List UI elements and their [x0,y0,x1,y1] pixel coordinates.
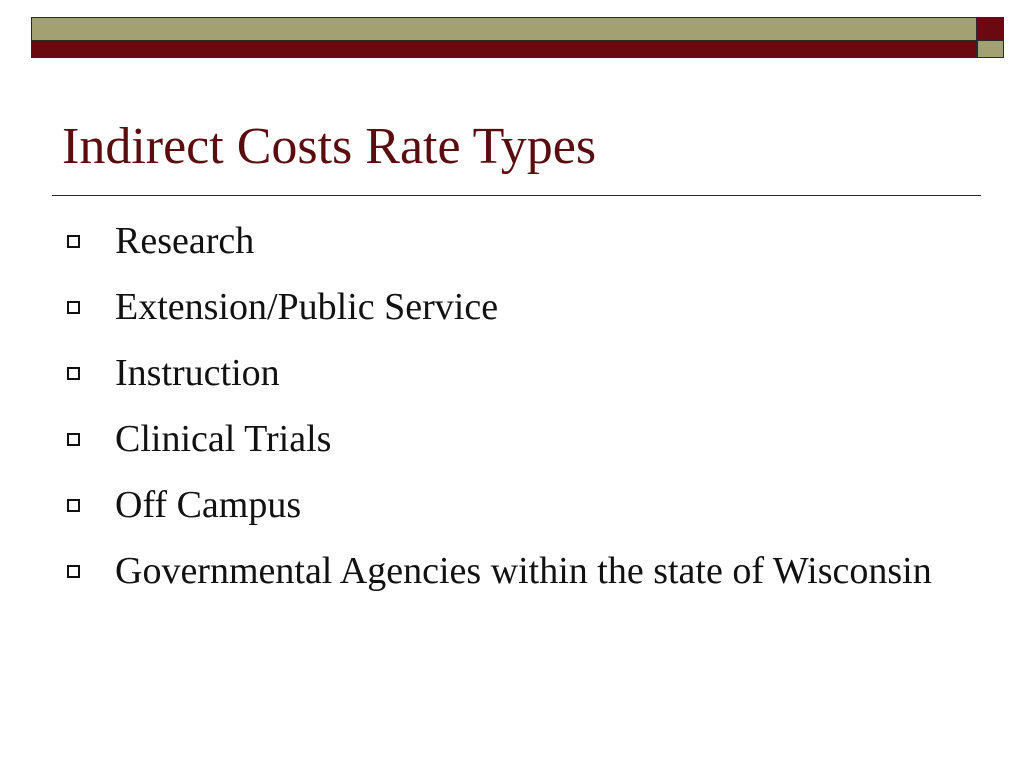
hollow-square-bullet-icon [67,235,80,248]
bullet-text: Extension/Public Service [115,286,499,328]
hollow-square-bullet-icon [67,565,80,578]
title-divider [52,195,981,196]
hollow-square-bullet-icon [67,433,80,446]
bullet-text: Governmental Agencies within the state of Wisconsin [115,550,932,592]
bullet-list [62,216,942,612]
banner-olive-stripe [31,17,977,41]
banner-corner-olive-block [977,40,1004,58]
banner-maroon-stripe [31,40,977,58]
bullet-item-clinical-trials [62,414,942,464]
bullet-item-extension-public-service [62,282,942,332]
hollow-square-bullet-icon [67,301,80,314]
hollow-square-bullet-icon [67,499,80,512]
bullet-item-off-campus [62,480,942,530]
banner-corner-maroon-block [977,17,1004,41]
bullet-item-governmental-agencies [62,546,942,596]
bullet-item-research [62,216,942,266]
slide-title: Indirect Costs Rate Types [62,118,597,175]
bullet-text: Off Campus [115,484,302,526]
bullet-text: Clinical Trials [115,418,332,460]
bullet-text: Instruction [115,352,280,394]
hollow-square-bullet-icon [67,367,80,380]
bullet-text: Research [115,220,255,262]
bullet-item-instruction [62,348,942,398]
